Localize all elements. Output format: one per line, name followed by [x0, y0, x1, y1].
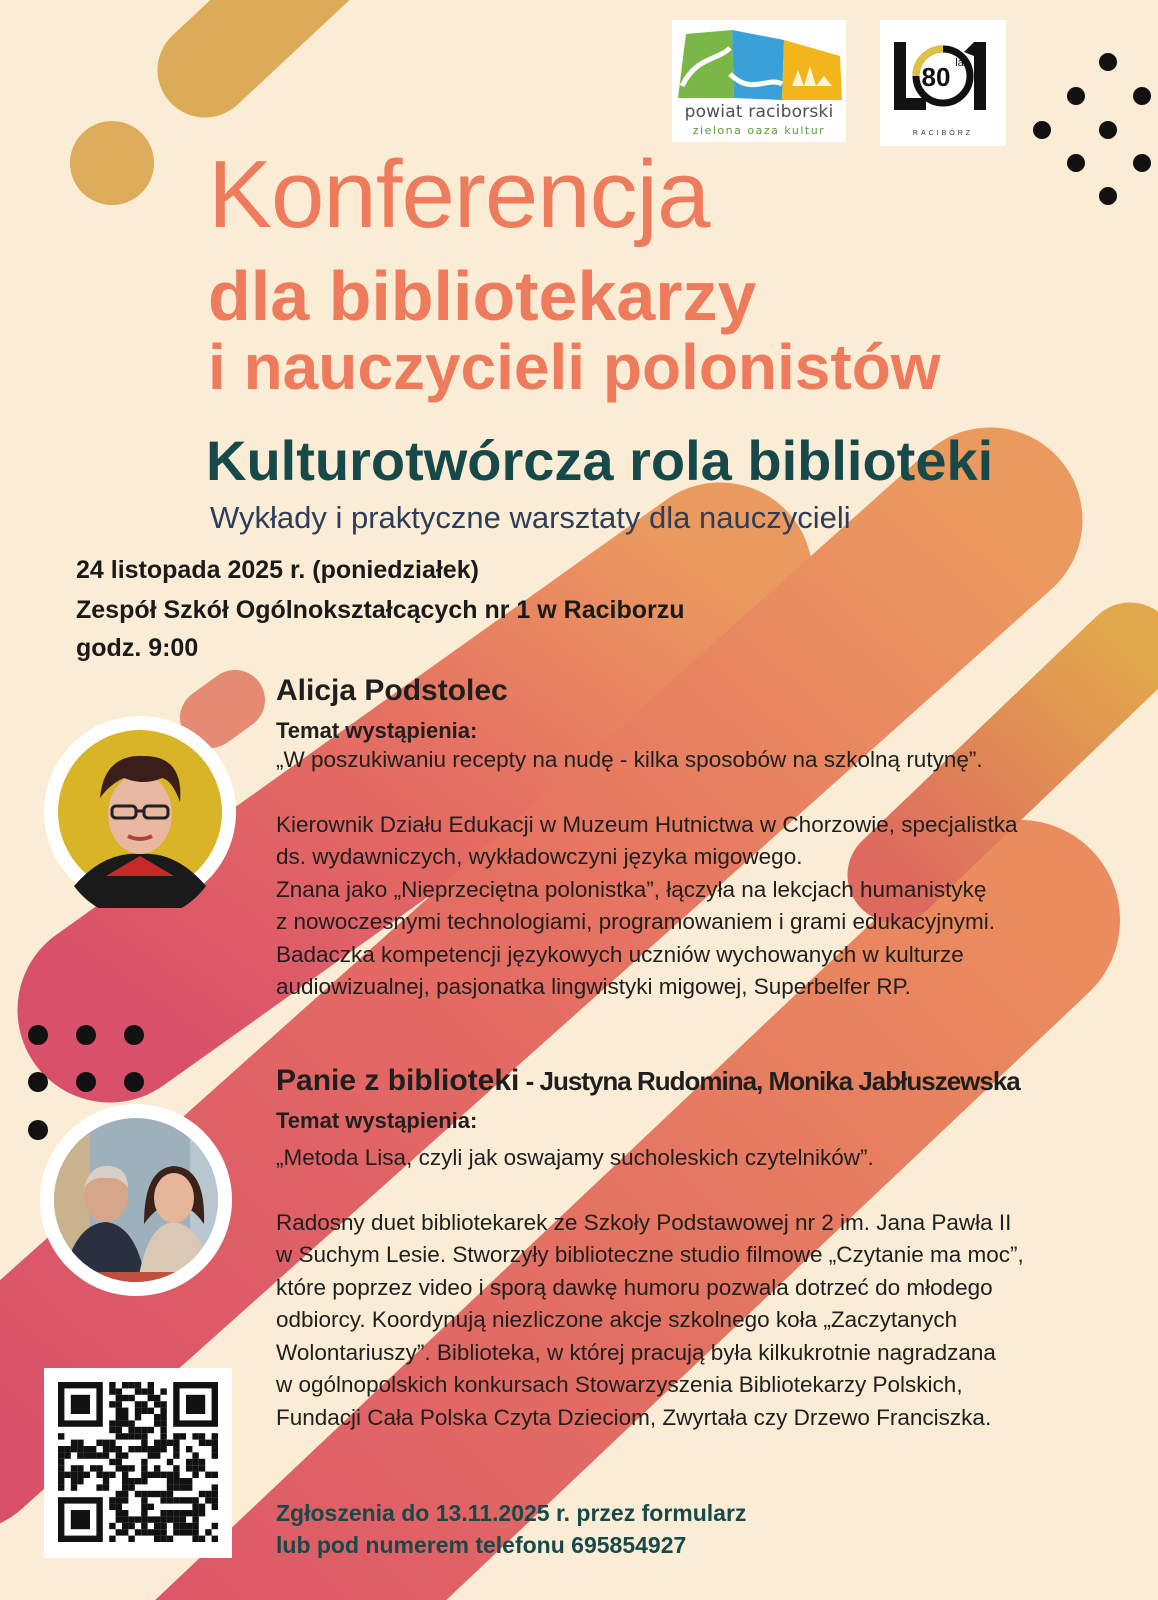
speaker-1-portrait-icon	[44, 716, 236, 908]
anniversary-emblem-icon	[880, 20, 1006, 130]
speaker-2-portrait-icon	[40, 1104, 232, 1296]
speaker-1-bio-line: audiowizualnej, pasjonatka lingwistyki migowej, Superbelfer RP.	[276, 974, 911, 999]
conference-theme: Kulturotwórcza rola biblioteki	[206, 429, 994, 492]
speaker-2-name: Panie z biblioteki	[276, 1064, 520, 1097]
speaker-2-bio-line: Radosny duet bibliotekarek ze Szkoły Podstawowej nr 2 im. Jana Pawła II	[276, 1209, 1012, 1235]
speaker-2-name-line	[276, 1064, 1116, 1098]
event-venue: Zespół Szkół Ogólnokształcących nr 1 w Raciborzu	[76, 596, 685, 624]
anniversary-city: RACIBÓRZ	[912, 130, 974, 137]
speaker-1-bio-line: Znana jako „Nieprzeciętna polonistka”, łączyła na lekcjach humanistykę	[276, 876, 987, 902]
speaker-1-bio-line: Badaczka kompetencji językowych uczniów wychowanych w kulturze	[276, 941, 964, 967]
conference-subtitle: Wykłady i praktyczne warsztaty dla nauczycieli	[210, 500, 851, 535]
speaker-2-topic-label: Temat wystąpienia:	[276, 1108, 478, 1133]
powiat-map-icon	[672, 26, 846, 102]
speaker-1-bio-line: ds. wydawniczych, wykładowczyni języka migowego.	[276, 844, 803, 869]
qr-code-icon	[58, 1382, 218, 1542]
speaker-1-topic-label: Temat wystąpienia:	[276, 718, 478, 743]
gold-dot	[70, 121, 154, 205]
speaker-2-bio-line: które poprzez video i sporą dawkę humoru pozwala dotrzeć do młodego	[276, 1274, 993, 1300]
speaker-1-name: Alicja Podstolec	[276, 674, 508, 707]
speaker-2-bio-line: w Suchym Lesie. Stworzyły biblioteczne studio filmowe „Czytanie ma moc”,	[276, 1242, 1024, 1267]
speaker-2-photo	[40, 1104, 232, 1296]
speaker-1-bio-line: z nowoczesnymi technologiami, programowaniem i grami edukacyjnymi.	[276, 909, 996, 934]
event-time: godz. 9:00	[76, 634, 199, 662]
title-line-1: Konferencja	[208, 141, 710, 248]
title-line-3: i nauczycieli polonistów	[208, 331, 941, 403]
speaker-2-section	[276, 1064, 1116, 1434]
anniversary-80-logo	[880, 20, 1006, 146]
registration-qr-code[interactable]	[44, 1368, 232, 1558]
speaker-2-topic: „Metoda Lisa, czyli jak oswajamy sucholeskich czytelników”.	[276, 1145, 874, 1170]
speaker-2-bio-line: Wolontariuszy”. Biblioteka, w której pracują była kilkukrotnie nagradzana	[276, 1339, 996, 1365]
registration-phone: lub pod numerem telefonu 695854927	[276, 1532, 687, 1558]
speaker-1-topic: „W poszukiwaniu recepty na nudę - kilka sposobów na szkolną rutynę”.	[276, 747, 983, 772]
powiat-raciborski-logo	[672, 20, 846, 142]
title-line-2: dla bibliotekarzy	[208, 257, 757, 335]
speaker-2-name-suffix: - Justyna Rudomina, Monika Jabłuszewska	[519, 1066, 1020, 1096]
anniversary-lat: lat	[955, 57, 967, 69]
powiat-slogan: zielona oaza kultur	[692, 124, 826, 137]
speaker-2-bio-line: odbiorcy. Koordynują niezliczone akcje szkolnego koła „Zaczytanych	[276, 1307, 958, 1332]
dot-cluster-top-right	[1033, 53, 1151, 205]
registration-deadline: Zgłoszenia do 13.11.2025 r. przez formularz	[276, 1500, 747, 1526]
speaker-1-photo	[44, 716, 236, 908]
speaker-1-bio-line: Kierownik Działu Edukacji w Muzeum Hutnictwa w Chorzowie, specjalistka	[276, 811, 1018, 837]
powiat-name: powiat raciborski	[684, 102, 834, 122]
speaker-1-section	[276, 674, 1116, 1004]
anniversary-number: 80	[921, 62, 951, 92]
speaker-2-bio-line: w ogólnopolskich konkursach Stowarzyszenia Bibliotekarzy Polskich,	[276, 1372, 963, 1397]
event-date: 24 listopada 2025 r. (poniedziałek)	[76, 556, 479, 584]
speaker-2-bio-line: Fundacji Cała Polska Czyta Dzieciom, Zwyrtała czy Drzewo Franciszka.	[276, 1404, 992, 1430]
